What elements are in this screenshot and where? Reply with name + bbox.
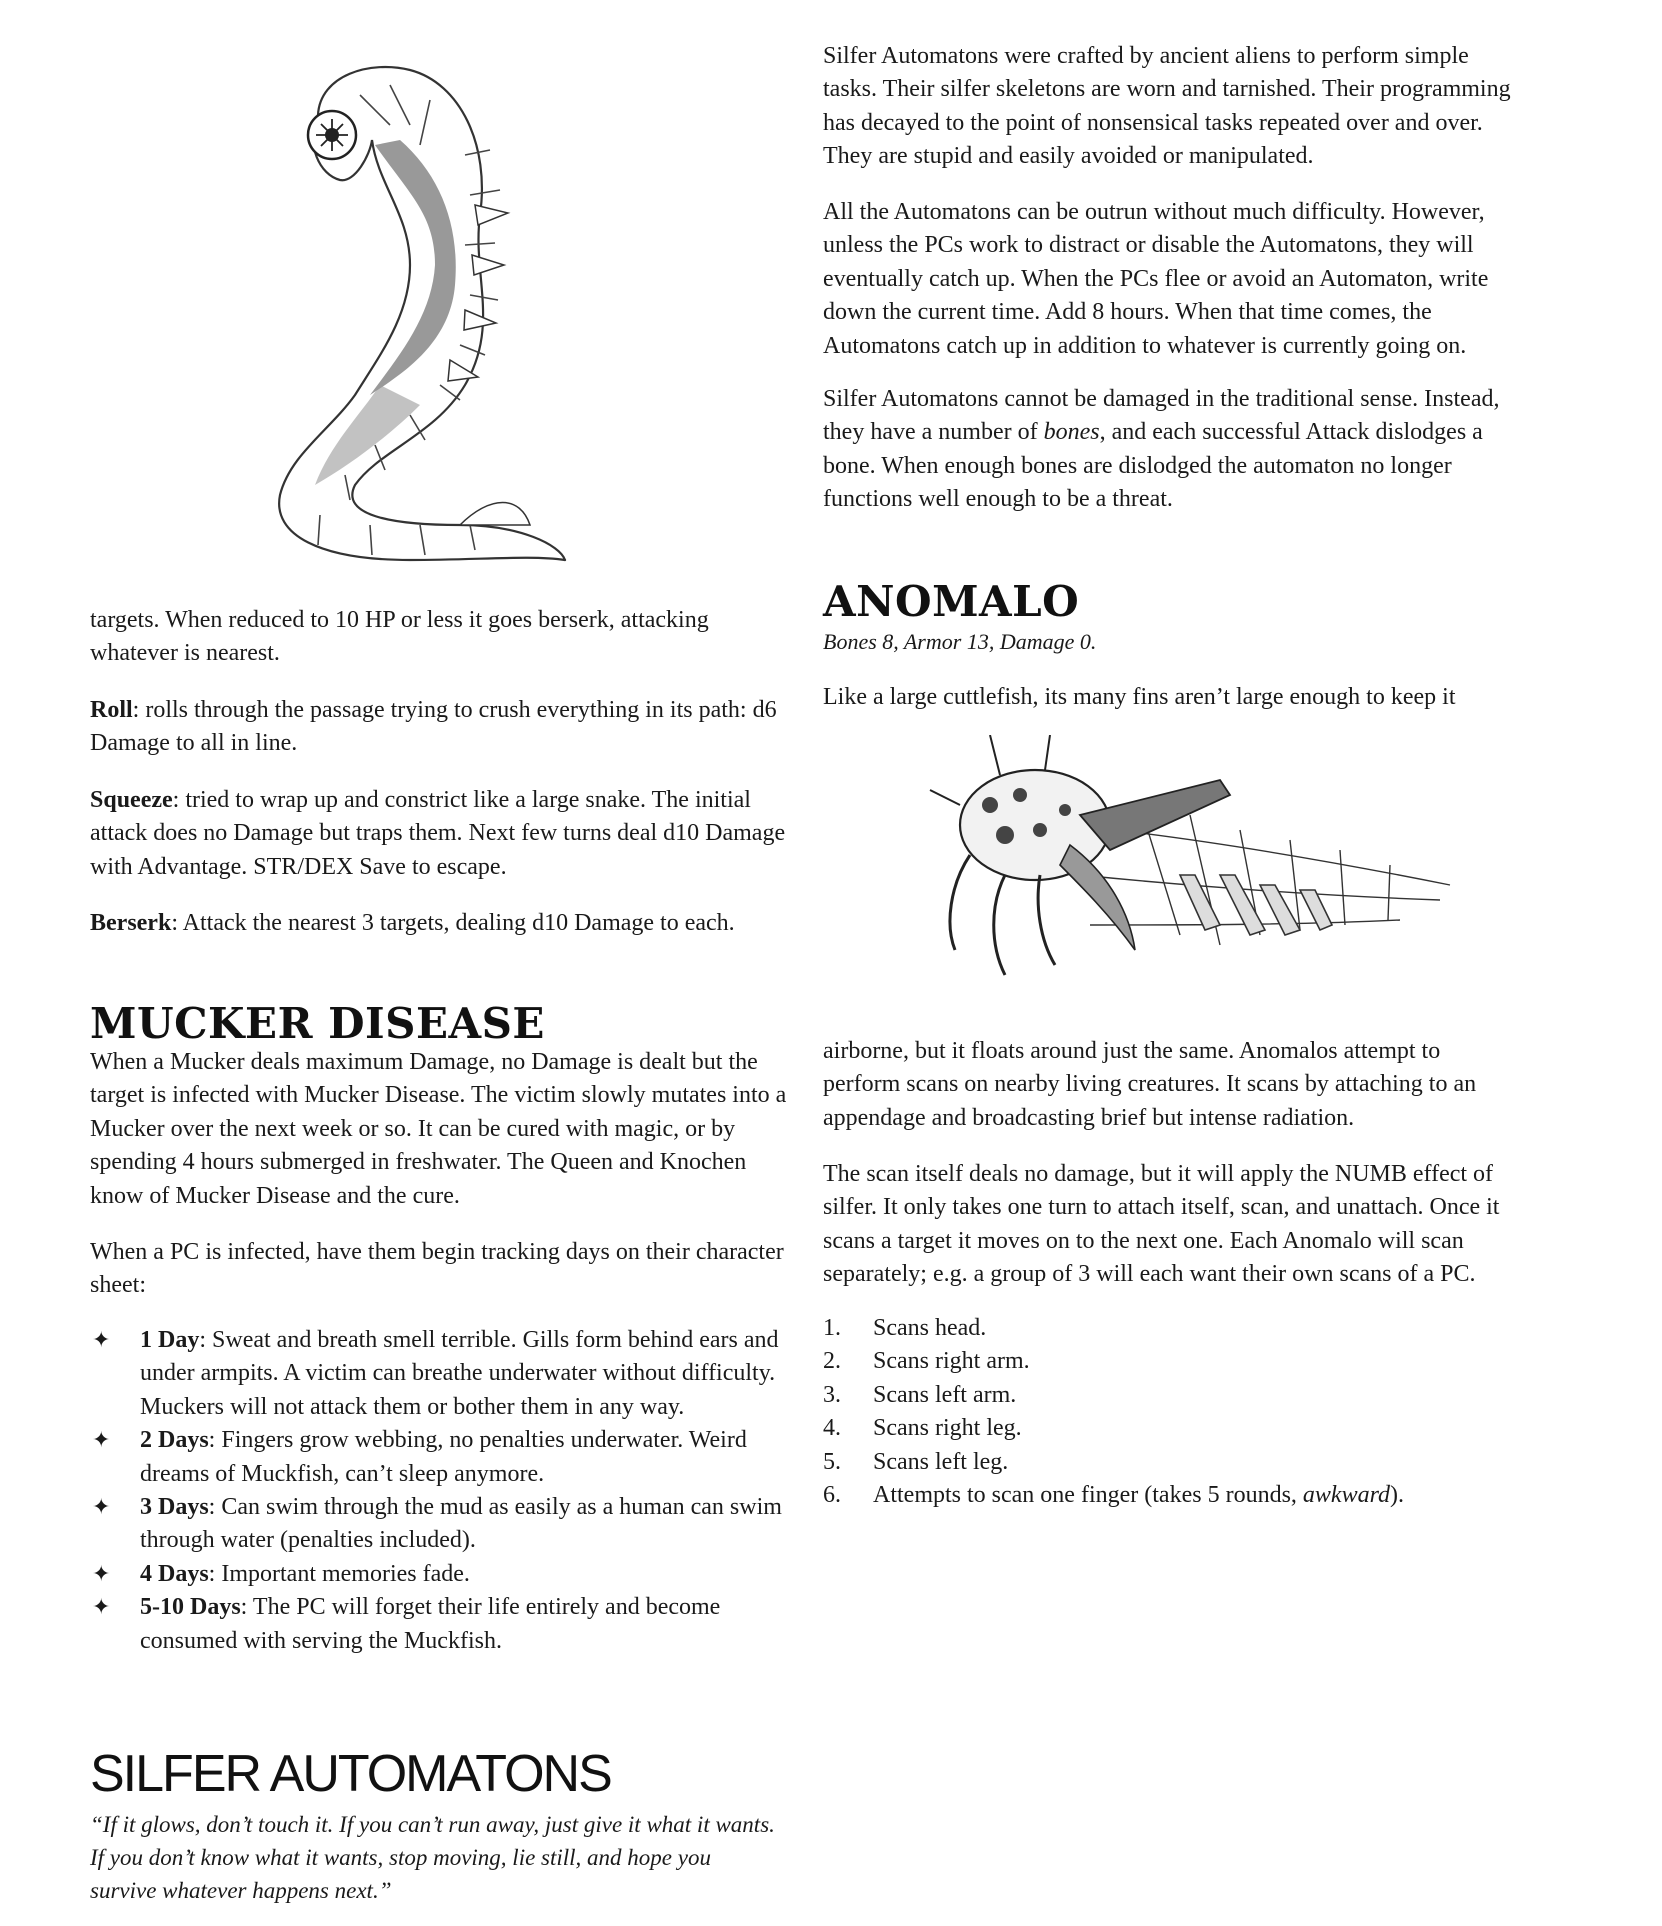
stage-label: 3 Days xyxy=(140,1494,209,1521)
scan-text-emphasis: awkward xyxy=(1302,1482,1391,1509)
star-bullet-icon: ✦ xyxy=(92,1495,111,1521)
disease-stage-item xyxy=(90,1424,790,1491)
anomalo-scan-list xyxy=(823,1312,1523,1512)
stage-label: 5-10 Days xyxy=(140,1594,241,1621)
automatons-p3-start: Silfer Automatons cannot be damaged in the traditional sense. Instead, they have a number of xyxy=(823,386,1500,446)
scan-text: Scans head. xyxy=(873,1315,987,1341)
star-bullet-icon: ✦ xyxy=(92,1561,111,1587)
scan-text: Scans right arm. xyxy=(873,1348,1030,1375)
scan-item xyxy=(823,1345,1523,1378)
ability-roll-name: Roll xyxy=(90,697,133,723)
anomalo-paragraph-3: The scan itself deals no damage, but it will apply the NUMB effect of silfer. It only takes one turn to attach itself, scan, and unattach. Once it scans a target it moves on to the next one. Each Anomalo will scan separately; e.g. a group of 3 will each want their own scans of a PC. xyxy=(823,1161,1500,1288)
mucker-intro-fragment: targets. When reduced to 10 HP or less it goes berserk, attacking whatever is nearest. xyxy=(90,607,709,667)
mucker-disease-paragraph-1: When a Mucker deals maximum Damage, no Damage is dealt but the target is infected with Mucker Disease. The victim slowly mutates into a Mucker over the next week or so. It can be cured with magic, or by spending 4 hours submerged in freshwater. The Queen and Knochen know of Mucker Disease and the cure. xyxy=(90,1049,787,1209)
ability-berserk-text: : Attack the nearest 3 targets, dealing d10 Damage to each. xyxy=(171,910,735,936)
scan-item xyxy=(823,1446,1523,1479)
anomalo-paragraph-1: Like a large cuttlefish, its many fins aren’t large enough to keep it xyxy=(823,684,1456,710)
ability-berserk xyxy=(90,907,790,940)
mucker-disease-heading: MUCKER DISEASE xyxy=(90,999,545,1048)
scan-item xyxy=(823,1312,1523,1345)
mucker-disease-paragraph-2: When a PC is infected, have them begin tracking days on their character sheet: xyxy=(90,1239,784,1299)
silfer-automatons-heading: SILFER AUTOMATONS xyxy=(90,1745,611,1803)
star-bullet-icon: ✦ xyxy=(92,1328,111,1353)
ability-squeeze-name: Squeeze xyxy=(90,787,173,813)
star-bullet-icon: ✦ xyxy=(92,1595,111,1621)
stage-label: 1 Day xyxy=(140,1327,200,1353)
scan-text: Scans left arm. xyxy=(873,1381,1017,1408)
automatons-paragraph-2: All the Automatons can be outrun without much difficulty. However, unless the PCs work to distract or disable the Automatons, they will eventually catch up. When the PCs flee or avoid an Automaton, write down the current time. Add 8 hours. When that time comes, the Automatons catch up in addition to whatever is currently going on. xyxy=(823,199,1489,359)
silfer-automatons-quote: “If it glows, don’t touch it. If you can’t run away, just give it what it wants. If you don’t know what it wants, stop moving, lie still, and hope you survive whatever happens next.” xyxy=(90,1812,775,1903)
disease-stage-item xyxy=(90,1591,790,1658)
scan-number: 4. xyxy=(823,1415,841,1442)
stage-text: : Important memories fade. xyxy=(208,1560,470,1587)
scan-item xyxy=(823,1379,1523,1412)
scan-number: 1. xyxy=(823,1315,841,1341)
disease-stage-item xyxy=(90,1558,790,1591)
anomalo-stats: Bones 8, Armor 13, Damage 0. xyxy=(823,629,1097,654)
scan-number: 2. xyxy=(823,1348,841,1375)
anomalo-heading: ANOMALO xyxy=(823,577,1080,626)
automatons-paragraph-3 xyxy=(823,383,1523,517)
stage-text: : Sweat and breath smell terrible. Gills form behind ears and under armpits. A victim can breathe underwater without difficulty. Muckers will not attack them or bother them in any way. xyxy=(140,1327,779,1420)
anomalo-illustration xyxy=(920,735,1460,995)
stage-text: : Fingers grow webbing, no penalties underwater. Weird dreams of Muckfish, can’t sleep anymore. xyxy=(140,1427,747,1487)
automatons-paragraph-1: Silfer Automatons were crafted by ancient aliens to perform simple tasks. Their silfer skeletons are worn and tarnished. Their programming has decayed to the point of nonsensical tasks repeated over and over. They are stupid and easily avoided or manipulated. xyxy=(823,43,1511,170)
scan-number: 6. xyxy=(823,1482,841,1509)
scan-text: Scans right leg. xyxy=(873,1415,1022,1442)
scan-item xyxy=(823,1412,1523,1445)
scan-text: Attempts to scan one finger (takes 5 rounds, xyxy=(873,1482,1303,1509)
star-bullet-icon: ✦ xyxy=(92,1428,111,1454)
ability-squeeze xyxy=(90,784,790,884)
ability-roll-text: : rolls through the passage trying to crush everything in its path: d6 Damage to all in line. xyxy=(90,697,777,757)
scan-number: 5. xyxy=(823,1448,841,1475)
stage-text: : The PC will forget their life entirely and become consumed with serving the Muckfish. xyxy=(140,1594,721,1654)
ability-berserk-name: Berserk xyxy=(90,910,172,936)
disease-stage-item xyxy=(90,1324,790,1424)
stage-label: 2 Days xyxy=(140,1427,209,1454)
stage-text: : Can swim through the mud as easily as a human can swim through water (penalties included). xyxy=(140,1494,782,1554)
scan-text: Scans left leg. xyxy=(873,1448,1009,1475)
scan-text-end: ). xyxy=(1390,1482,1405,1509)
mucker-worm-illustration xyxy=(260,55,660,575)
scan-number: 3. xyxy=(823,1381,841,1408)
disease-stage-item xyxy=(90,1491,790,1558)
automatons-p3-end: , and each successful Attack dislodges a bone. When enough bones are dislodged the automaton no longer functions well enough to be a threat. xyxy=(823,419,1483,513)
stage-label: 4 Days xyxy=(140,1560,209,1587)
ability-roll xyxy=(90,694,790,761)
automatons-p3-emphasis: bones xyxy=(1043,419,1100,446)
scan-item xyxy=(823,1479,1523,1512)
ability-squeeze-text: : tried to wrap up and constrict like a large snake. The initial attack does no Damage but traps them. Next few turns deal d10 Damage with Advantage. STR/DEX Save to escape. xyxy=(90,787,786,880)
disease-stages-list xyxy=(90,1324,790,1658)
anomalo-paragraph-2: airborne, but it floats around just the same. Anomalos attempt to perform scans on nearby living creatures. It scans by attaching to an appendage and broadcasting brief but intense radiation. xyxy=(823,1038,1477,1131)
